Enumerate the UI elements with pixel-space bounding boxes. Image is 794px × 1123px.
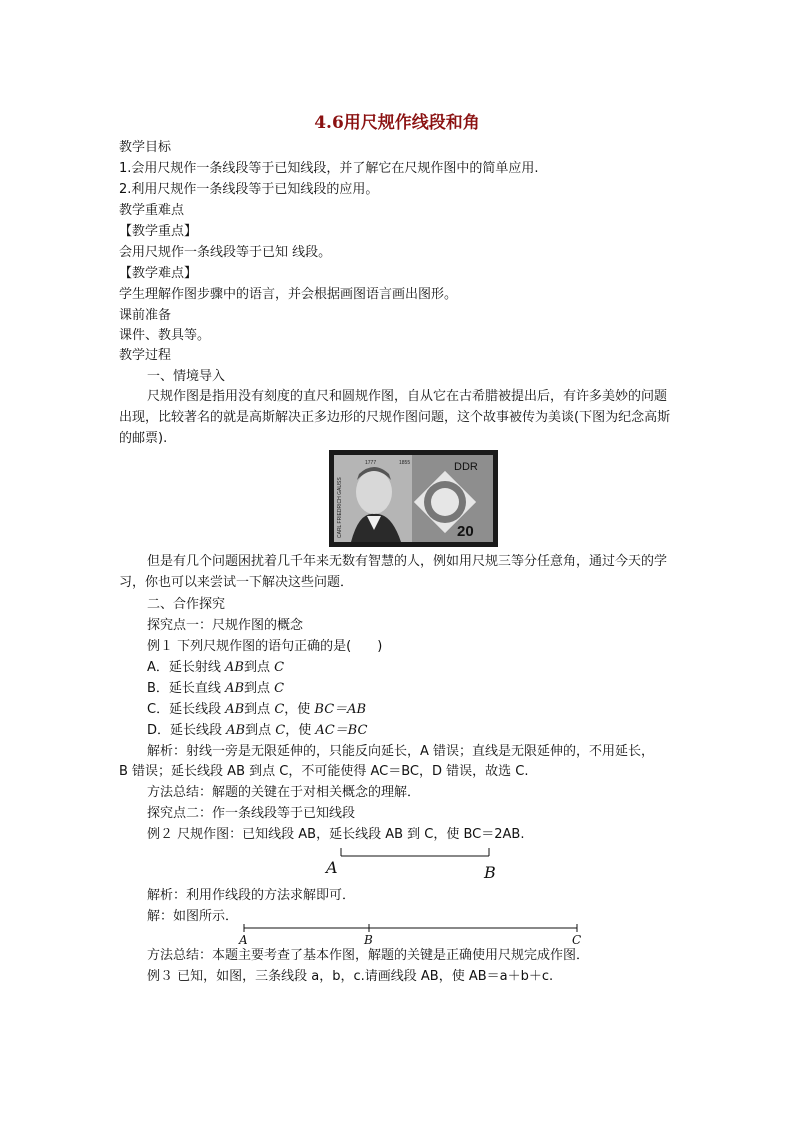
point-a-label: A [326, 858, 338, 877]
paragraph: 课件、教具等。 [119, 328, 211, 343]
method-summary: 方法总结：本题主要考查了基本作图，解题的关键是正确使用尺规完成作图． [147, 948, 590, 963]
paragraph: 但是有几个问题困扰着几千年来无数有智慧的人，例如用尺规三等分任意角，通过今天的学习，你也可以来尝试一下解决这些问题． [119, 554, 668, 590]
subsection-heading: 一、情境导入 [147, 369, 226, 384]
explore-point: 探究点一：尺规作图的概念 [147, 618, 304, 633]
section-heading: 教学重难点 [119, 203, 185, 218]
example-question: 例１ 下列尺规作图的语句正确的是( ) [147, 639, 383, 654]
goal-item: 2.利用尺规作一条线段等于已知线段的应用。 [119, 182, 379, 197]
analysis-text: 解析：利用作线段的方法求解即可． [147, 888, 356, 903]
point-a-label: A [239, 933, 248, 947]
option-c: C．延长线段 AB到点 C，使 BC＝AB [147, 702, 367, 717]
paragraph: 学生理解作图步骤中的语言，并会根据画图语言画出图形。 [119, 287, 458, 302]
paragraph: 尺规作图是指用没有刻度的直尺和圆规作图，自从它在古希腊被提出后，有许多美妙的问题出现，比较著名的就是高斯解决正多边形的尺规作图问题，这个故事被传为美谈(下图为纪念高斯的邮票). [119, 389, 671, 446]
section-tag: 【教学重点】 [119, 224, 198, 239]
analysis-text: B 错误；延长线段 AB 到点 C，不可能使得 AC＝BC，D 错误，故选 C. [119, 764, 529, 779]
paragraph: 会用尺规作一条线段等于已知 线段。 [119, 245, 332, 260]
analysis-text: 解析：射线一旁是无限延伸的，只能反向延长，A 错误；直线是无限延伸的，不用延长， [147, 744, 655, 759]
point-c-label: C [572, 933, 582, 947]
section-tag: 【教学难点】 [119, 266, 198, 281]
section-heading: 教学过程 [119, 348, 172, 363]
section-heading: 课前准备 [119, 308, 172, 323]
option-a: A．延长射线 AB到点 C [147, 660, 285, 675]
example-question: 例２ 尺规作图：已知线段 AB，延长线段 AB 到 C，使 BC＝2AB. [147, 827, 525, 842]
option-b: B．延长直线 AB到点 C [147, 681, 285, 696]
explore-point: 探究点二：作一条线段等于已知线段 [147, 806, 356, 821]
point-b-label: B [484, 863, 496, 882]
stamp-name: CARL FRIEDRICH GAUSS [337, 477, 343, 538]
gauss-stamp-image [329, 450, 498, 547]
solution-text: 解：如图所示． [147, 909, 239, 924]
stamp-value: 20 [457, 523, 474, 540]
page-title: 4.6用尺规作线段和角 [314, 113, 480, 133]
segment-ab-figure [320, 842, 510, 882]
segment-abc-figure [234, 920, 594, 948]
stamp-year-death: 1855 [399, 460, 411, 466]
example-question: 例３ 已知，如图，三条线段 a，b，c.请画线段 AB，使 AB＝a＋b＋c. [147, 969, 554, 984]
section-heading: 教学目标 [119, 140, 172, 155]
option-d: D．延长线段 AB到点 C，使 AC＝BC [147, 723, 368, 738]
stamp-country: DDR [454, 461, 478, 473]
stamp-year-birth: 1777 [365, 460, 377, 466]
method-summary: 方法总结：解题的关键在于对相关概念的理解． [147, 785, 421, 800]
goal-item: 1.会用尺规作一条线段等于已知线段，并了解它在尺规作图中的简单应用. [119, 161, 539, 176]
point-b-label: B [364, 933, 373, 947]
subsection-heading: 二、合作探究 [147, 597, 226, 612]
